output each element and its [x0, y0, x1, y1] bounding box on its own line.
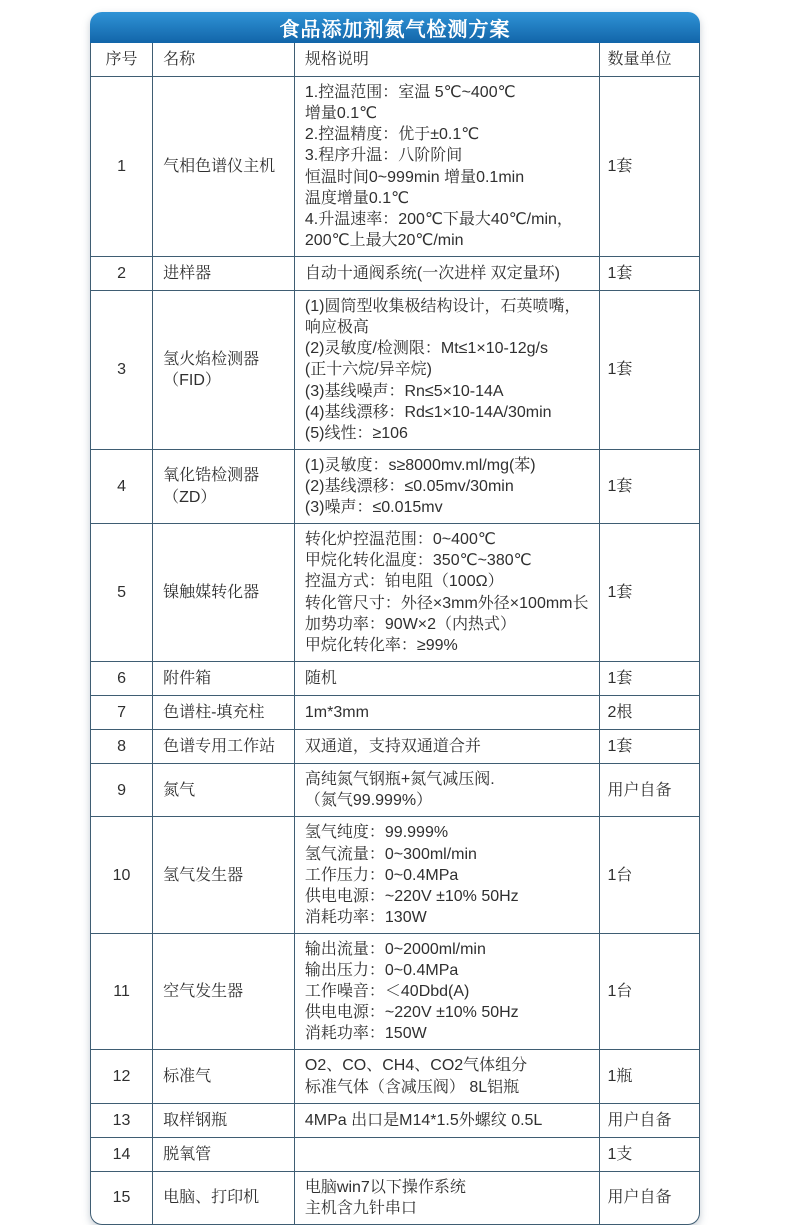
table-row — [91, 661, 699, 695]
item-name-cell: 氧化锆检测器（ZD） — [153, 449, 295, 523]
item-spec-cell — [294, 291, 599, 450]
spec-line: 转化管尺寸：外径×3mm外径×100mm长 — [304, 594, 589, 612]
item-quantity-cell: 1套 — [599, 661, 699, 695]
row-index-cell: 8 — [91, 730, 153, 764]
spec-line: 甲烷化转化率：≥99% — [304, 636, 458, 654]
item-spec-cell — [294, 661, 599, 695]
spec-line: （氮气99.999%） — [304, 792, 433, 810]
row-index-cell: 5 — [91, 524, 153, 662]
item-quantity-cell: 1套 — [599, 291, 699, 450]
spec-line: 氢气流量：0~300ml/min — [304, 845, 477, 863]
column-header-index: 序号 — [91, 43, 153, 77]
row-index-cell: 1 — [91, 77, 153, 257]
table-row — [91, 933, 699, 1050]
row-index-cell: 11 — [91, 933, 153, 1050]
item-quantity-cell: 2根 — [599, 695, 699, 729]
table-row — [91, 77, 699, 257]
spec-line: (3)噪声：≤0.015mv — [304, 499, 443, 517]
spec-line: 供电电源：~220V ±10% 50Hz — [304, 887, 519, 905]
table-row — [91, 817, 699, 934]
spec-line: (1)圆筒型收集极结构设计，石英喷嘴， — [304, 298, 581, 316]
column-header-name: 名称 — [153, 43, 295, 77]
spec-line: (5)线性：≥106 — [304, 424, 408, 442]
spec-line: (2)灵敏度/检测限：Mt≤1×10-12g/s — [304, 340, 548, 358]
item-spec-cell — [294, 1171, 599, 1224]
item-name-cell: 空气发生器 — [153, 933, 295, 1050]
table-row — [91, 291, 699, 450]
item-spec-cell — [294, 764, 599, 817]
row-index-cell: 12 — [91, 1050, 153, 1103]
item-quantity-cell: 用户自备 — [599, 764, 699, 817]
row-index-cell: 6 — [91, 661, 153, 695]
item-spec-cell — [294, 817, 599, 934]
item-spec-cell — [294, 933, 599, 1050]
spec-line: 转化炉控温范围：0~400℃ — [304, 531, 496, 549]
item-name-cell: 电脑、打印机 — [153, 1171, 295, 1224]
item-name-cell: 氢气发生器 — [153, 817, 295, 934]
spec-line: 响应极高 — [304, 319, 369, 337]
row-index-cell: 15 — [91, 1171, 153, 1224]
spec-line: 工作压力：0~0.4MPa — [304, 866, 459, 884]
item-name-cell: 取样钢瓶 — [153, 1103, 295, 1137]
spec-line: 自动十通阀系统(一次进样 双定量环) — [304, 264, 561, 282]
table-body — [91, 77, 699, 1225]
item-quantity-cell: 1台 — [599, 933, 699, 1050]
row-index-cell: 13 — [91, 1103, 153, 1137]
item-quantity-cell: 1台 — [599, 817, 699, 934]
spec-line: 3.程序升温：八阶阶间 — [304, 147, 463, 165]
table-header-row — [91, 43, 699, 77]
item-spec-cell — [294, 1137, 599, 1171]
item-spec-cell — [294, 449, 599, 523]
table-row — [91, 764, 699, 817]
spec-line: 输出流量：0~2000ml/min — [304, 940, 486, 958]
item-spec-cell — [294, 730, 599, 764]
spec-line: 恒温时间0~999min 增量0.1min — [304, 168, 525, 186]
table-row — [91, 1171, 699, 1224]
table-row — [91, 524, 699, 662]
item-quantity-cell: 1套 — [599, 256, 699, 290]
item-name-cell: 镍触媒转化器 — [153, 524, 295, 662]
table-row — [91, 449, 699, 523]
item-name-cell: 进样器 — [153, 256, 295, 290]
item-name-cell: 气相色谱仪主机 — [153, 77, 295, 257]
item-quantity-cell: 1支 — [599, 1137, 699, 1171]
item-spec-cell — [294, 77, 599, 257]
spec-line: 1.控温范围：室温 5℃~400℃ — [304, 84, 516, 102]
row-index-cell: 4 — [91, 449, 153, 523]
table-row — [91, 695, 699, 729]
column-header-spec: 规格说明 — [294, 43, 599, 77]
spec-line: 4.升温速率：200℃下最大40℃/min， — [304, 210, 573, 228]
item-spec-cell — [294, 524, 599, 662]
spec-line: 双通道，支持双通道合并 — [304, 738, 481, 756]
spec-line: 温度增量0.1℃ — [304, 189, 410, 207]
spec-line: (1)灵敏度：s≥8000mv.ml/mg(苯) — [304, 456, 536, 474]
row-index-cell: 7 — [91, 695, 153, 729]
spec-table-wrapper — [90, 43, 700, 1225]
spec-line: 工作噪音：＜40Dbd(A) — [304, 983, 470, 1001]
spec-line: 200℃上最大20℃/min — [304, 231, 464, 249]
spec-line: 增量0.1℃ — [304, 105, 378, 123]
item-name-cell: 附件箱 — [153, 661, 295, 695]
item-name-cell: 氮气 — [153, 764, 295, 817]
spec-line: 标准气体（含减压阀） 8L铝瓶 — [304, 1078, 520, 1096]
spec-table — [91, 43, 699, 1224]
spec-line: 甲烷化转化温度：350℃~380℃ — [304, 552, 532, 570]
spec-line: (4)基线漂移：Rd≤1×10-14A/30min — [304, 403, 552, 421]
row-index-cell: 2 — [91, 256, 153, 290]
item-spec-cell — [294, 1050, 599, 1103]
table-row — [91, 1137, 699, 1171]
spec-line: 主机含九针串口 — [304, 1200, 417, 1218]
spec-line: 高纯氮气钢瓶+氮气减压阀. — [304, 771, 495, 789]
spec-line: 2.控温精度：优于±0.1℃ — [304, 126, 480, 144]
spec-line: (2)基线漂移：≤0.05mv/30min — [304, 477, 514, 495]
item-name-cell: 氢火焰检测器（FID） — [153, 291, 295, 450]
spec-line: 加势功率：90W×2（内热式） — [304, 615, 517, 633]
row-index-cell: 10 — [91, 817, 153, 934]
item-quantity-cell: 用户自备 — [599, 1171, 699, 1224]
item-spec-cell — [294, 1103, 599, 1137]
item-spec-cell — [294, 256, 599, 290]
item-quantity-cell: 1套 — [599, 449, 699, 523]
spec-line: 消耗功率：150W — [304, 1025, 427, 1043]
row-index-cell: 9 — [91, 764, 153, 817]
item-name-cell: 脱氧管 — [153, 1137, 295, 1171]
item-spec-cell — [294, 695, 599, 729]
table-row — [91, 256, 699, 290]
row-index-cell: 14 — [91, 1137, 153, 1171]
column-header-quantity: 数量单位 — [599, 43, 699, 77]
table-row — [91, 1103, 699, 1137]
spec-line: 控温方式：铂电阻（100Ω） — [304, 573, 504, 591]
item-name-cell: 色谱柱-填充柱 — [153, 695, 295, 729]
spec-line: 电脑win7以下操作系统 — [304, 1178, 466, 1196]
spec-line: (正十六烷/异辛烷) — [304, 361, 433, 379]
item-quantity-cell: 1套 — [599, 730, 699, 764]
table-row — [91, 730, 699, 764]
item-quantity-cell: 1套 — [599, 524, 699, 662]
item-name-cell: 标准气 — [153, 1050, 295, 1103]
item-quantity-cell: 用户自备 — [599, 1103, 699, 1137]
spec-line: O2、CO、CH4、CO2气体组分 — [304, 1057, 528, 1075]
spec-line: 1m*3mm — [304, 703, 369, 721]
table-row — [91, 1050, 699, 1103]
spec-line: 消耗功率：130W — [304, 908, 427, 926]
item-quantity-cell: 1瓶 — [599, 1050, 699, 1103]
spec-line: 随机 — [304, 669, 337, 687]
page-title: 食品添加剂氮气检测方案 — [90, 12, 700, 43]
spec-line: 输出压力：0~0.4MPa — [304, 962, 459, 980]
spec-line: 4MPa 出口是M14*1.5外螺纹 0.5L — [304, 1111, 543, 1129]
spec-sheet-panel — [90, 12, 700, 1225]
spec-line: 供电电源：~220V ±10% 50Hz — [304, 1004, 519, 1022]
spec-line: 氢气纯度：99.999% — [304, 824, 449, 842]
item-quantity-cell: 1套 — [599, 77, 699, 257]
item-name-cell: 色谱专用工作站 — [153, 730, 295, 764]
spec-line: (3)基线噪声：Rn≤5×10-14A — [304, 382, 504, 400]
row-index-cell: 3 — [91, 291, 153, 450]
